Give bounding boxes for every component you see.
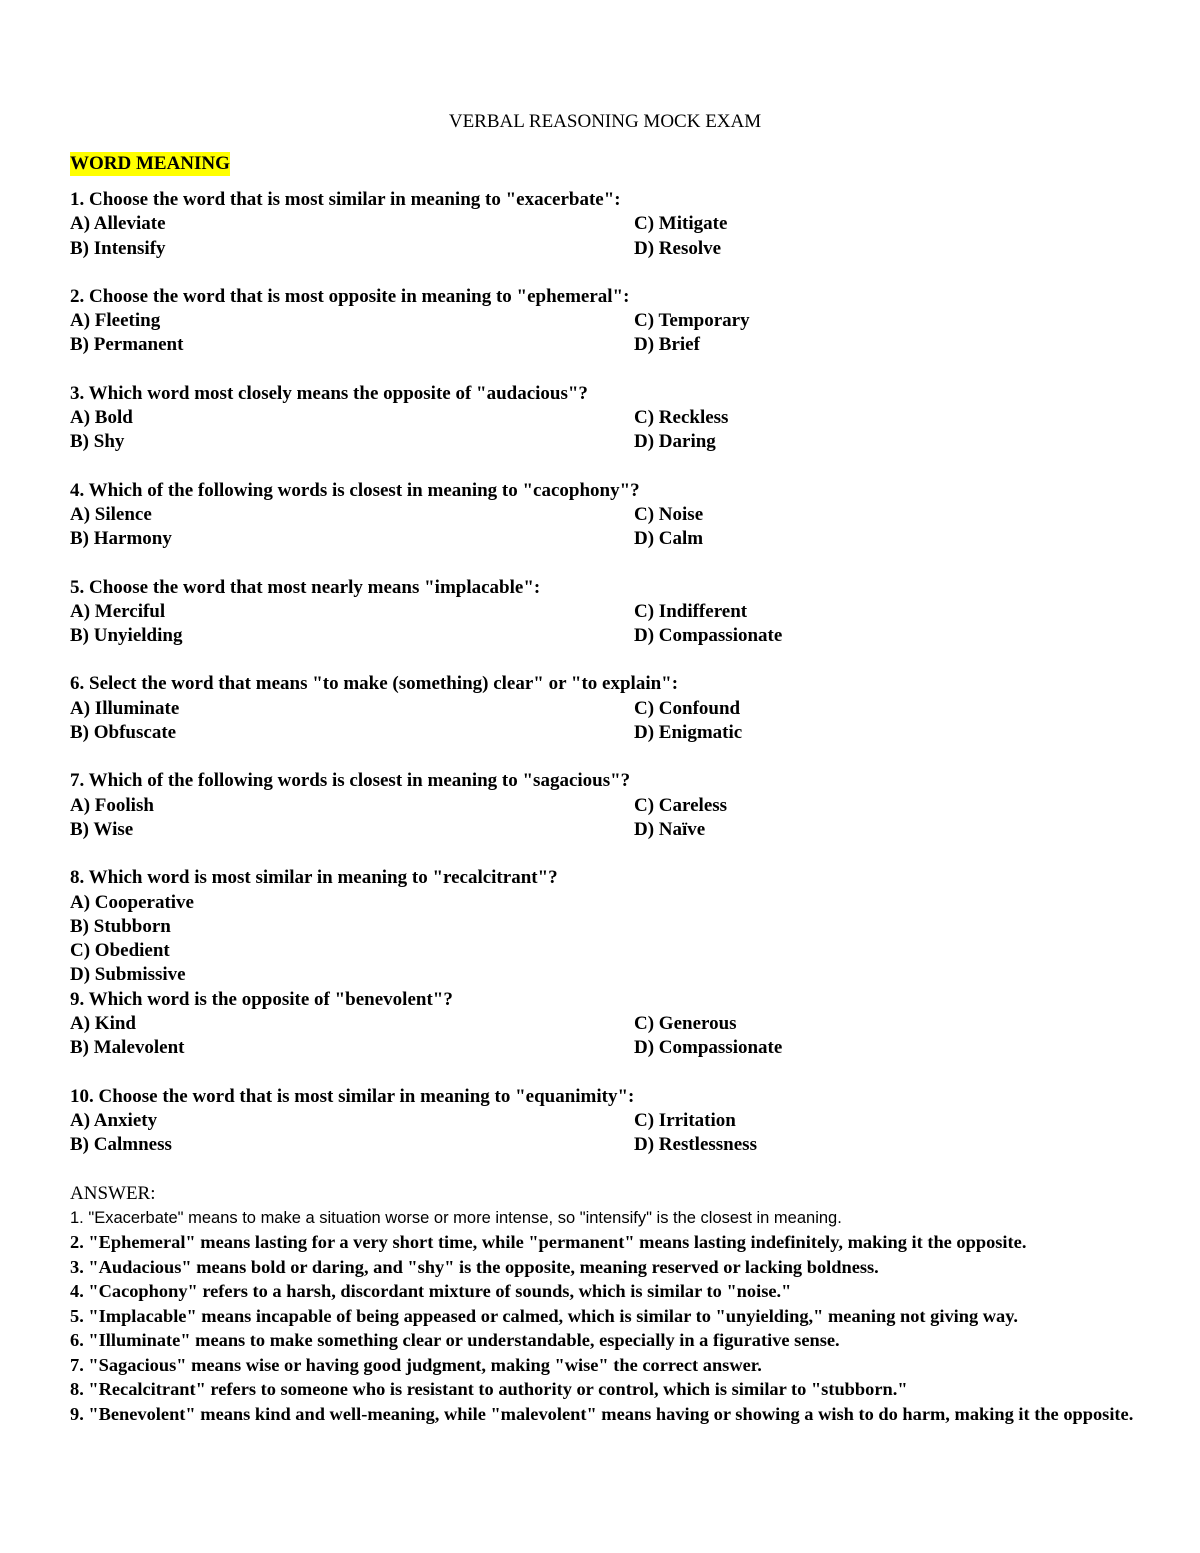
option-a: A) Fleeting <box>70 310 161 332</box>
option-a: A) Anxiety <box>70 1109 158 1131</box>
option-d: D) Daring <box>634 431 716 453</box>
option-d: D) Restlessness <box>634 1134 757 1156</box>
option-a: A) Foolish <box>70 794 154 816</box>
question-text: 6. Select the word that means "to make (something) clear" or "to explain": <box>70 673 679 695</box>
question-7 <box>70 769 1140 842</box>
option-a: A) Illuminate <box>70 697 180 719</box>
option-b: B) Obfuscate <box>70 722 177 744</box>
option-c: C) Reckless <box>634 407 729 429</box>
option-d: D) Compassionate <box>634 1037 783 1059</box>
question-8 <box>70 866 1140 987</box>
option-d: D) Submissive <box>70 964 186 986</box>
option-a: A) Cooperative <box>70 891 194 913</box>
answer-6: 6. "Illuminate" means to make something clear or understandable, especially in a figurative sense. <box>70 1330 840 1351</box>
option-b: B) Harmony <box>70 528 172 550</box>
option-c: C) Mitigate <box>634 213 728 235</box>
option-d: D) Brief <box>634 334 700 356</box>
question-4 <box>70 479 1140 552</box>
question-text: 1. Choose the word that is most similar in meaning to "exacerbate": <box>70 189 621 210</box>
option-b: B) Calmness <box>70 1134 172 1156</box>
option-b: B) Unyielding <box>70 625 183 647</box>
question-text: 5. Choose the word that most nearly means "implacable": <box>70 576 541 598</box>
option-c: C) Obedient <box>70 940 170 962</box>
section-heading: WORD MEANING <box>70 153 230 174</box>
option-d: D) Compassionate <box>634 625 783 647</box>
option-d: D) Resolve <box>634 237 722 259</box>
answer-2: 2. "Ephemeral" means lasting for a very short time, while "permanent" means lasting indefinitely, making it the opposite. <box>70 1232 1027 1253</box>
answer-3: 3. "Audacious" means bold or daring, and "shy" is the opposite, meaning reserved or lacking boldness. <box>70 1256 879 1277</box>
answer-4: 4. "Cacophony" refers to a harsh, discordant mixture of sounds, which is similar to "noise." <box>70 1281 792 1302</box>
option-d: D) Calm <box>634 528 704 550</box>
question-2 <box>70 285 1140 358</box>
question-9 <box>70 988 1140 1061</box>
question-text: 4. Which of the following words is closest in meaning to "cacophony"? <box>70 479 640 501</box>
option-a: A) Kind <box>70 1013 136 1035</box>
option-b: B) Shy <box>70 431 125 453</box>
option-b: B) Wise <box>70 818 134 840</box>
answer-5: 5. "Implacable" means incapable of being appeased or calmed, which is similar to "unyielding," meaning not giving way. <box>70 1305 1019 1326</box>
answer-9: 9. "Benevolent" means kind and well-meaning, while "malevolent" means having or showing a wish to do harm, making it the opposite. <box>70 1403 1134 1424</box>
question-text: 9. Which word is the opposite of "benevolent"? <box>70 988 453 1010</box>
question-6 <box>70 672 1140 745</box>
answer-7: 7. "Sagacious" means wise or having good judgment, making "wise" the correct answer. <box>70 1354 762 1375</box>
document-page <box>70 110 1140 1426</box>
option-c: C) Careless <box>634 794 728 816</box>
answer-heading: ANSWER: <box>70 1182 156 1204</box>
answer-8: 8. "Recalcitrant" refers to someone who is resistant to authority or control, which is similar to "stubborn." <box>70 1379 908 1400</box>
option-a: A) Bold <box>70 407 133 429</box>
answer-1: 1. "Exacerbate" means to make a situation worse or more intense, so "intensify" is the closest in meaning. <box>70 1208 842 1227</box>
option-a: A) Merciful <box>70 600 166 622</box>
option-c: C) Noise <box>634 503 704 525</box>
option-c: C) Temporary <box>634 310 750 332</box>
option-d: D) Enigmatic <box>634 722 743 744</box>
option-a: A) Silence <box>70 503 152 525</box>
option-c: C) Generous <box>634 1013 737 1035</box>
question-text: 10. Choose the word that is most similar in meaning to "equanimity": <box>70 1085 635 1107</box>
option-a: A) Alleviate <box>70 213 166 235</box>
option-b: B) Stubborn <box>70 915 171 937</box>
page-title: VERBAL REASONING MOCK EXAM <box>448 111 762 132</box>
question-5 <box>70 576 1140 649</box>
option-b: B) Malevolent <box>70 1037 185 1059</box>
question-1 <box>70 188 1140 261</box>
question-text: 8. Which word is most similar in meaning to "recalcitrant"? <box>70 867 558 889</box>
question-10 <box>70 1085 1140 1158</box>
question-text: 3. Which word most closely means the opposite of "audacious"? <box>70 382 588 404</box>
option-d: D) Naïve <box>634 818 706 840</box>
question-text: 2. Choose the word that is most opposite in meaning to "ephemeral": <box>70 285 630 307</box>
option-c: C) Indifferent <box>634 600 748 622</box>
answer-list <box>70 1206 1140 1427</box>
option-b: B) Intensify <box>70 237 166 259</box>
option-c: C) Confound <box>634 697 741 719</box>
option-c: C) Irritation <box>634 1109 736 1131</box>
question-3 <box>70 382 1140 455</box>
option-b: B) Permanent <box>70 334 184 356</box>
question-text: 7. Which of the following words is closest in meaning to "sagacious"? <box>70 770 631 792</box>
